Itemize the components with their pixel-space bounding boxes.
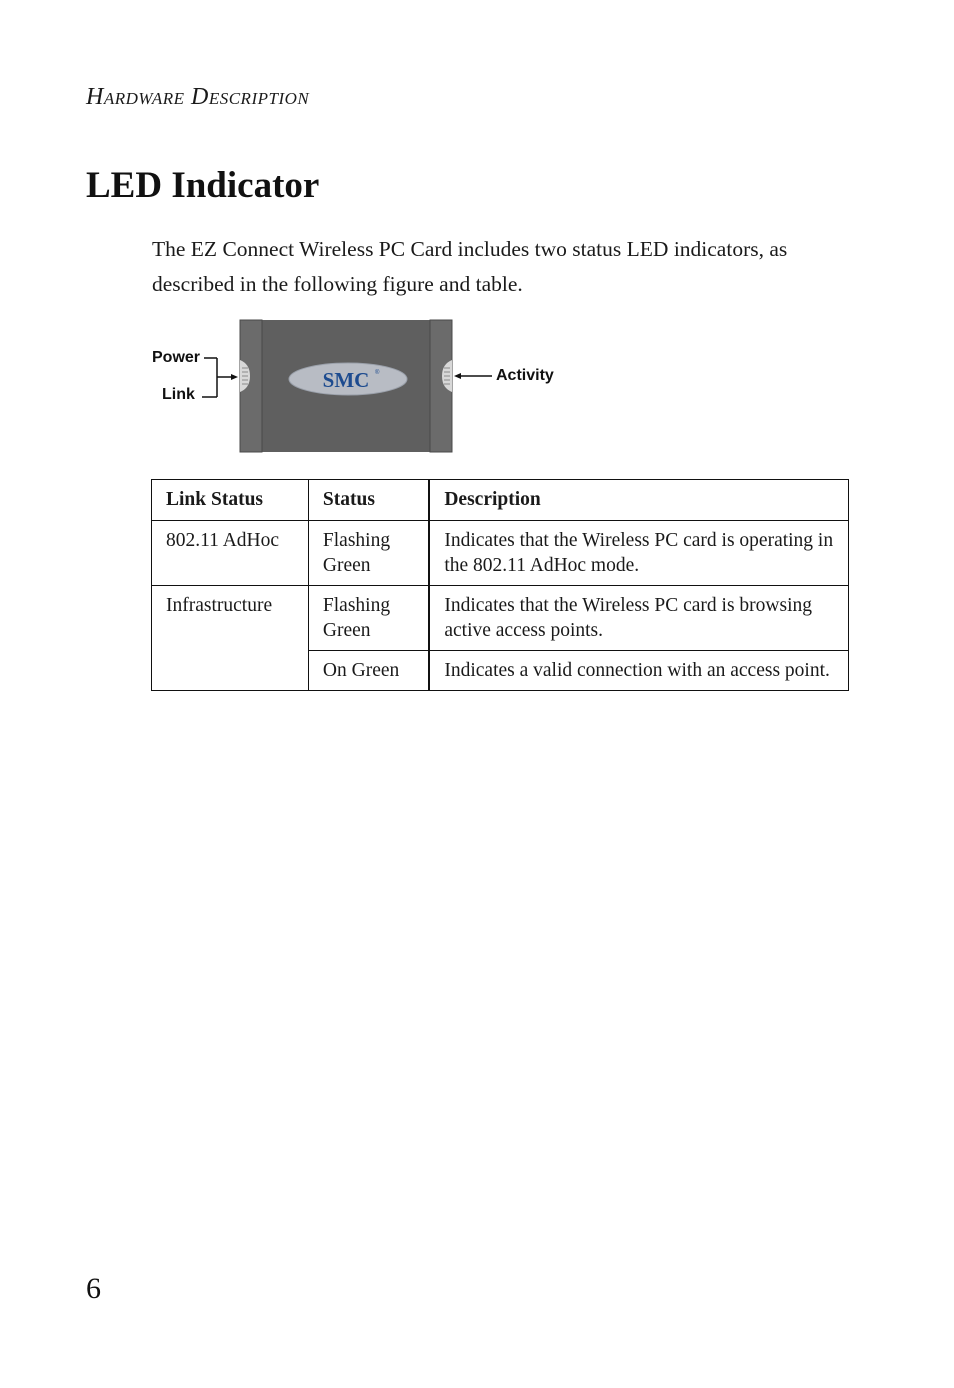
status-cell: Flashing Green <box>308 586 429 651</box>
led-status-table <box>151 479 849 691</box>
activity-arrow-icon <box>454 373 461 379</box>
activity-label: Activity <box>496 367 554 384</box>
header-link-status: Link Status <box>152 480 309 521</box>
link-status-cell: Infrastructure <box>152 586 309 691</box>
description-cell: Indicates a valid connection with an access point. <box>429 651 848 691</box>
page-title: LED Indicator <box>86 165 320 206</box>
status-cell: Flashing Green <box>308 521 429 586</box>
registered-mark-icon: ® <box>375 370 380 376</box>
link-status-cell: 802.11 AdHoc <box>152 521 309 586</box>
page-number: 6 <box>86 1272 101 1305</box>
power-link-arrow-icon <box>231 374 238 380</box>
description-cell: Indicates that the Wireless PC card is operating in the 802.11 AdHoc mode. <box>429 521 848 586</box>
table-header-row <box>152 480 849 521</box>
pc-card-figure <box>140 316 600 456</box>
power-label: Power <box>152 349 201 366</box>
header-description: Description <box>429 480 848 521</box>
running-header: Hardware Description <box>86 84 310 110</box>
status-cell: On Green <box>308 651 429 691</box>
link-label: Link <box>162 386 195 403</box>
pc-card-illustration <box>140 316 600 456</box>
intro-paragraph: The EZ Connect Wireless PC Card includes two status LED indicators, as described in the following figure and table. <box>152 237 788 296</box>
table-row <box>152 586 849 651</box>
table-row <box>152 521 849 586</box>
power-link-bracket <box>202 358 234 397</box>
smc-logo-text: SMC <box>322 368 370 392</box>
header-status: Status <box>308 480 429 521</box>
description-cell: Indicates that the Wireless PC card is browsing active access points. <box>429 586 848 651</box>
